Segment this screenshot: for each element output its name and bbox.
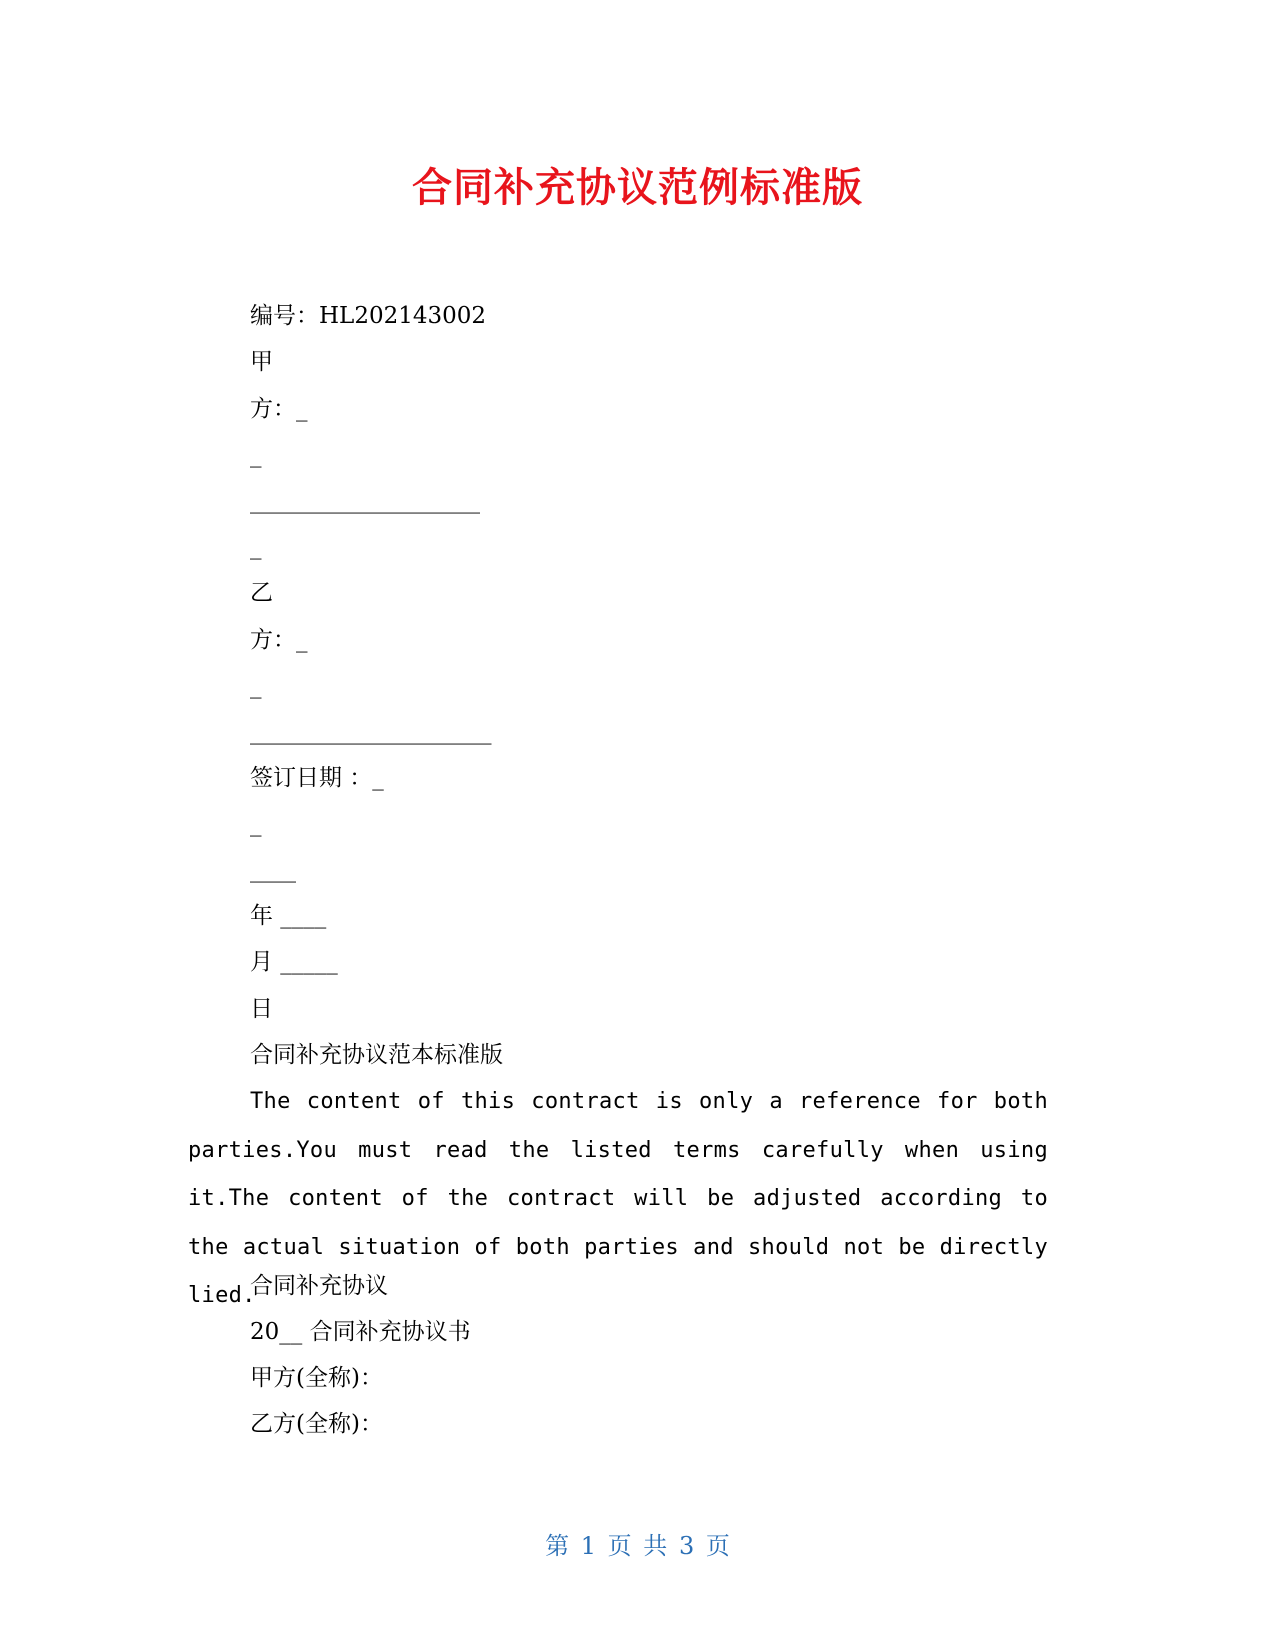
party-a-blank-3: _ bbox=[250, 534, 262, 560]
party-a-fullname: 甲方(全称)： bbox=[250, 1365, 383, 1391]
day-field: 日 bbox=[250, 996, 273, 1022]
party-b-field: 方：_ bbox=[250, 627, 308, 653]
sign-date-blank-2: ____ bbox=[250, 857, 296, 883]
party-b-fullname: 乙方(全称)： bbox=[250, 1411, 383, 1437]
agreement-book-title: 20__ 合同补充协议书 bbox=[250, 1319, 471, 1345]
agreement-heading: 合同补充协议 bbox=[250, 1273, 388, 1299]
party-a-label: 甲 bbox=[250, 349, 273, 375]
month-field: 月 _____ bbox=[250, 949, 338, 975]
party-a-blank-2: ____________________ bbox=[250, 488, 480, 514]
sign-date-field: 签订日期 ：_ bbox=[250, 765, 384, 791]
section-heading: 合同补充协议范本标准版 bbox=[250, 1042, 503, 1068]
party-a-blank-1: _ bbox=[250, 442, 262, 468]
year-field: 年 ____ bbox=[250, 903, 327, 929]
party-b-blank-1: _ bbox=[250, 673, 262, 699]
party-a-field: 方：_ bbox=[250, 396, 308, 422]
document-number-line: 编号：HL202143002 bbox=[250, 303, 487, 329]
party-b-label: 乙 bbox=[250, 580, 273, 606]
party-b-blank-2: _____________________ bbox=[250, 719, 492, 745]
sign-date-blank-1: _ bbox=[250, 811, 262, 837]
disclaimer-paragraph: The content of this contract is only a reference for both parties.You must read the listed terms carefully when using it.The content of the contract will be adjusted according to the actual situation of both parties and should not be directly lied. bbox=[188, 1089, 1048, 1308]
page-footer: 第 1 页 共 3 页 bbox=[545, 1532, 730, 1560]
document-title: 合同补充协议范例标准版 bbox=[412, 165, 863, 211]
